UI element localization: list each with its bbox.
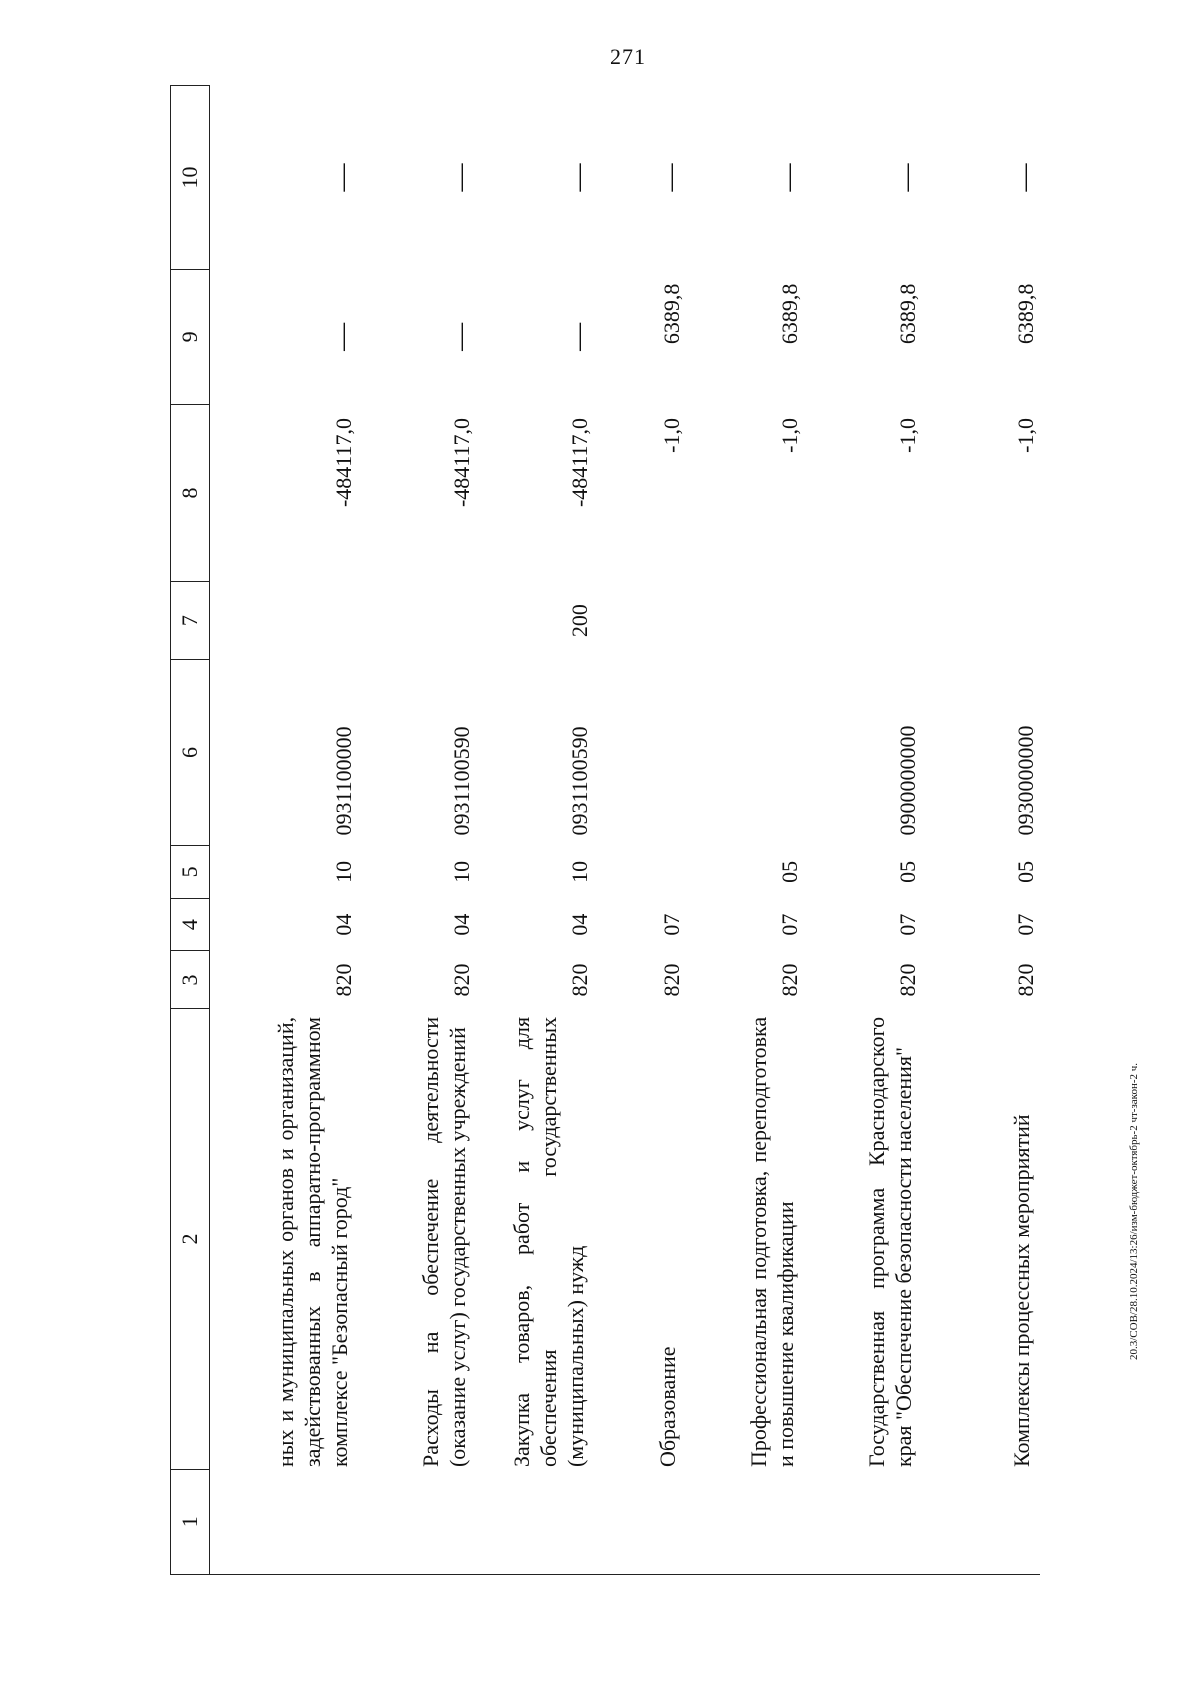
row-index-cell <box>804 1469 922 1574</box>
table-row <box>210 86 358 1575</box>
row-name: ных и муниципальных органов и организаций, задействованных в аппаратно-программном комплексе "Безопасный город" <box>273 1016 352 1468</box>
dash-mark: — <box>444 322 476 351</box>
cell-ministry-code: 820 <box>776 963 802 997</box>
dash-mark: — <box>1008 163 1040 192</box>
cell-section: 07 <box>658 913 684 936</box>
cell-subsection: 05 <box>894 860 920 883</box>
cell-amount-col9: 6389,8 <box>658 283 684 345</box>
row-index-cell <box>922 1469 1040 1574</box>
dash-mark: — <box>326 163 358 192</box>
cell-amount-col9 <box>358 270 476 404</box>
row-index-cell <box>686 1469 804 1574</box>
cell-amount-col9: 6389,8 <box>776 283 802 345</box>
table-row <box>476 86 594 1575</box>
cell-amount-col8: -1,0 <box>894 418 920 453</box>
cell-amount-col10 <box>210 86 358 270</box>
cell-amount-col8: -1,0 <box>776 418 802 453</box>
budget-table <box>170 85 1040 1575</box>
column-header: 9 <box>171 270 210 404</box>
cell-target-article: 0900000000 <box>894 725 920 836</box>
cell-expense-type <box>922 582 1040 660</box>
cell-amount-col8: -1,0 <box>1012 418 1038 453</box>
column-header: 5 <box>171 846 210 899</box>
dash-mark: — <box>890 163 922 192</box>
cell-ministry-code: 820 <box>448 963 474 997</box>
cell-subsection: 10 <box>448 860 474 883</box>
page-number: 271 <box>610 44 646 69</box>
row-name: Расходы на обеспечение деятельности (оказание услуг) государственных учреждений <box>417 1016 470 1468</box>
column-header: 1 <box>171 1469 210 1574</box>
row-name: Профессиональная подготовка, переподготовка и повышение квалификации <box>745 1016 798 1468</box>
cell-amount-col8: -484117,0 <box>566 418 592 508</box>
row-index-cell <box>210 1469 358 1574</box>
cell-section: 04 <box>330 913 356 936</box>
column-header: 4 <box>171 898 210 951</box>
table-row <box>922 86 1040 1575</box>
cell-target-article: 0930000000 <box>1012 725 1038 836</box>
cell-target-article: 0931100590 <box>448 726 474 836</box>
row-name: Комплексы процессных мероприятий <box>1008 1114 1034 1468</box>
footer-document-code: 20.3/СОВ/28.10.2024/13:26/изм-бюджет-октябрь-2 чт-закон-2 ч. <box>1128 1062 1140 1360</box>
dash-mark: — <box>444 163 476 192</box>
cell-target-article <box>686 659 804 845</box>
column-header: 3 <box>171 951 210 1009</box>
cell-section: 04 <box>566 913 592 936</box>
column-header: 6 <box>171 659 210 845</box>
dash-mark: — <box>562 322 594 351</box>
dash-mark: — <box>772 163 804 192</box>
row-index-cell <box>594 1469 686 1574</box>
row-name: Закупка товаров, работ и услуг для обеспечения государственных (муниципальных) нужд <box>509 1016 588 1468</box>
cell-expense-type <box>686 582 804 660</box>
cell-amount-col9 <box>476 270 594 404</box>
cell-ministry-code: 820 <box>1012 963 1038 997</box>
cell-section: 07 <box>776 913 802 936</box>
cell-subsection: 10 <box>566 860 592 883</box>
cell-amount-col10 <box>358 86 476 270</box>
row-index-cell <box>476 1469 594 1574</box>
column-header: 2 <box>171 1009 210 1469</box>
cell-subsection: 10 <box>330 860 356 883</box>
cell-target-article: 0931100000 <box>330 726 356 836</box>
row-name: Государственная программа Краснодарского края "Обеспечение безопасности населения" <box>863 1016 916 1468</box>
row-index-cell <box>358 1469 476 1574</box>
dash-mark: — <box>326 322 358 351</box>
cell-ministry-code: 820 <box>658 963 684 997</box>
cell-subsection <box>594 846 686 899</box>
budget-table-frame <box>170 85 1040 1575</box>
column-header: 8 <box>171 404 210 582</box>
cell-amount-col9: 6389,8 <box>894 283 920 345</box>
cell-ministry-code: 820 <box>330 963 356 997</box>
cell-amount-col8: -1,0 <box>658 418 684 453</box>
table-row <box>594 86 686 1575</box>
cell-expense-type <box>358 582 476 660</box>
column-header: 10 <box>171 86 210 270</box>
cell-expense-type <box>594 582 686 660</box>
table-row <box>804 86 922 1575</box>
cell-ministry-code: 820 <box>894 963 920 997</box>
cell-amount-col10 <box>804 86 922 270</box>
table-row <box>686 86 804 1575</box>
footer <box>1128 40 1148 1360</box>
cell-expense-type <box>804 582 922 660</box>
cell-section: 04 <box>448 913 474 936</box>
table-row <box>358 86 476 1575</box>
table-header-row <box>171 86 210 1575</box>
cell-amount-col10 <box>476 86 594 270</box>
cell-subsection: 05 <box>1012 860 1038 883</box>
cell-amount-col8: -484117,0 <box>330 418 356 508</box>
cell-amount-col9: 6389,8 <box>1012 283 1038 345</box>
cell-expense-type: 200 <box>566 604 592 638</box>
column-header: 7 <box>171 582 210 660</box>
cell-expense-type <box>210 582 358 660</box>
cell-ministry-code: 820 <box>566 963 592 997</box>
cell-target-article: 0931100590 <box>566 726 592 836</box>
dash-mark: — <box>562 163 594 192</box>
cell-amount-col10 <box>922 86 1040 270</box>
cell-subsection: 05 <box>776 860 802 883</box>
dash-mark: — <box>654 163 686 192</box>
row-name: Образование <box>654 1346 680 1468</box>
cell-amount-col10 <box>686 86 804 270</box>
cell-amount-col9 <box>210 270 358 404</box>
cell-section: 07 <box>1012 913 1038 936</box>
cell-amount-col8: -484117,0 <box>448 418 474 508</box>
cell-target-article <box>594 659 686 845</box>
cell-amount-col10 <box>594 86 686 270</box>
cell-section: 07 <box>894 913 920 936</box>
